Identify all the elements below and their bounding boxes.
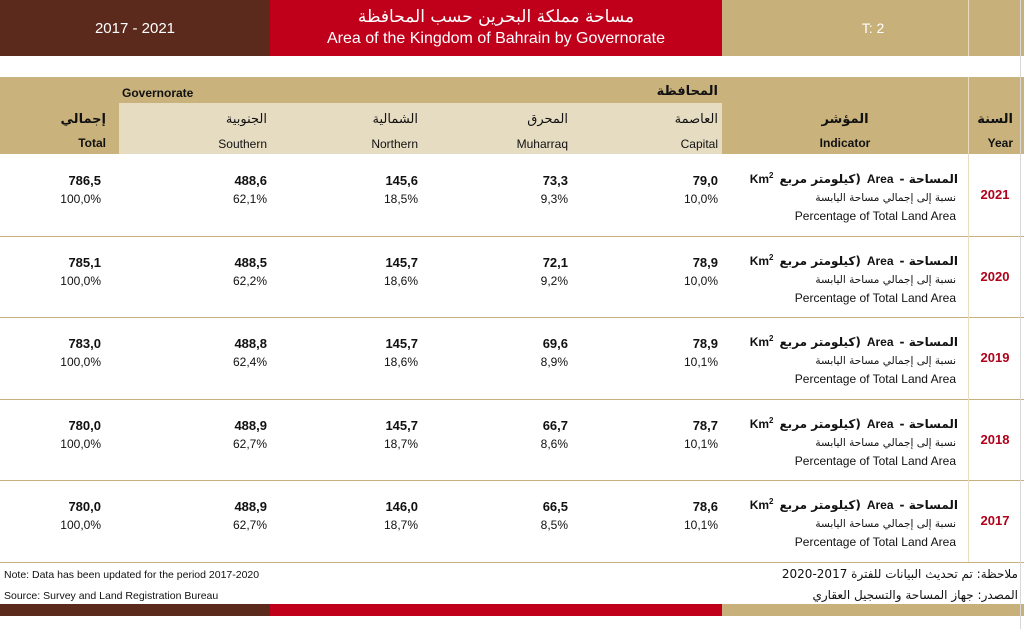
year-label-en: Year: [987, 136, 1013, 150]
total-area-value: 780,0: [68, 417, 101, 433]
unit-km: Km: [749, 172, 770, 186]
total-area-value: 786,5: [68, 173, 101, 188]
area-en: Area: [866, 498, 894, 513]
northern-pct-value: 18,7%: [383, 436, 418, 451]
unit-km: Km: [749, 416, 770, 431]
northern-label-ar: الشمالية: [372, 112, 418, 127]
southern-area-value: 488,5: [234, 254, 267, 270]
southern-pct-value: 62,1%: [232, 192, 267, 206]
muharraq-pct-value: 8,9%: [540, 355, 568, 370]
unit-ar: (كيلومتر مربع: [779, 253, 861, 268]
unit-en: [750, 498, 774, 512]
unit-en: [750, 172, 774, 186]
southern-pct-value: 62,2%: [232, 273, 267, 288]
total-area-value: 785,1: [68, 254, 101, 270]
northern-area-value: 145,7: [385, 336, 418, 352]
indicator-area-label: [730, 171, 958, 186]
table-number-text: T: 2: [861, 20, 885, 36]
title-english: Area of the Kingdom of Bahrain by Governorate: [327, 30, 665, 47]
capital-pct-value: 10,1%: [683, 355, 718, 370]
right-edge-line: [1020, 0, 1021, 629]
unit-sup: 2: [769, 252, 774, 262]
southern-area-value: 488,9: [234, 417, 267, 433]
capital-area-value: 79,0: [692, 173, 718, 188]
header-divider: [968, 0, 969, 56]
unit-km: Km: [749, 498, 770, 513]
indicator-pct-label-en: Percentage of Total Land Area: [794, 290, 956, 305]
muharraq-pct-value: 8,6%: [540, 436, 568, 451]
indicator-pct-label-en: Percentage of Total Land Area: [794, 372, 956, 387]
northern-pct-value: 18,6%: [383, 273, 418, 288]
unit-ar: (كيلومتر مربع: [779, 335, 861, 350]
area-en: Area: [866, 416, 894, 431]
northern-area-value: 145,7: [385, 417, 418, 433]
capital-pct-value: 10,0%: [683, 273, 718, 288]
header-divider-year: [968, 77, 969, 154]
indicator-area-label: [730, 334, 958, 349]
unit-ar: (كيلومتر مربع: [779, 498, 861, 513]
northern-label-en: Northern: [371, 137, 418, 151]
note-ar: ملاحظة: تم تحديث البيانات للفترة 2017-2020: [781, 567, 1018, 581]
muharraq-label-ar: المحرق: [527, 112, 568, 127]
indicator-pct-label-ar: نسبة إلى إجمالي مساحة اليابسة: [815, 518, 956, 531]
area-ar: المساحة -: [899, 253, 958, 268]
body-divider-year: [968, 154, 969, 562]
year-value: 2020: [980, 268, 1010, 284]
unit-km: Km: [749, 253, 770, 268]
southern-pct-value: 62,4%: [232, 355, 267, 370]
capital-pct-value: 10,1%: [683, 436, 718, 451]
southern-label-en: Southern: [218, 137, 267, 151]
row-divider: [0, 236, 1024, 237]
year-label-ar: السنة: [977, 112, 1013, 127]
muharraq-area-value: 66,7: [542, 417, 568, 433]
capital-pct-value: 10,1%: [683, 518, 718, 533]
muharraq-pct-value: 8,5%: [540, 518, 568, 533]
southern-area-value: 488,6: [234, 173, 267, 188]
area-ar: المساحة -: [899, 335, 958, 350]
unit-sup: 2: [769, 171, 774, 180]
unit-sup: 2: [769, 415, 774, 425]
area-en: Area: [866, 335, 894, 350]
muharraq-pct-value: 9,2%: [540, 273, 568, 288]
area-ar: المساحة -: [899, 416, 958, 431]
indicator-pct-label-ar: نسبة إلى إجمالي مساحة اليابسة: [815, 436, 956, 449]
total-pct-value: 100,0%: [60, 192, 101, 206]
total-pct-value: 100,0%: [60, 273, 101, 288]
indicator-pct-label-en: Percentage of Total Land Area: [794, 535, 956, 550]
indicator-pct-label-en: Percentage of Total Land Area: [794, 209, 956, 223]
capital-area-value: 78,7: [692, 417, 718, 433]
unit-en: [750, 335, 774, 349]
total-area-value: 780,0: [68, 499, 101, 515]
muharraq-pct-value: 9,3%: [540, 192, 568, 206]
indicator-pct-label-ar: نسبة إلى إجمالي مساحة اليابسة: [815, 192, 956, 204]
muharraq-label-en: Muharraq: [516, 137, 568, 151]
total-area-value: 783,0: [68, 336, 101, 352]
northern-area-value: 146,0: [385, 499, 418, 515]
footer-top-line: [0, 562, 1024, 563]
northern-pct-value: 18,6%: [383, 355, 418, 370]
row-divider: [0, 480, 1024, 481]
footer-bar-gold: [722, 604, 1024, 616]
capital-label-en: Capital: [680, 137, 718, 151]
unit-ar: (كيلومتر مربع: [779, 416, 861, 431]
period-text: 2017 - 2021: [94, 19, 176, 37]
indicator-label-ar: المؤشر: [821, 112, 869, 127]
year-value: 2018: [980, 431, 1010, 447]
muharraq-area-value: 73,3: [542, 173, 568, 188]
total-pct-value: 100,0%: [60, 518, 101, 533]
southern-pct-value: 62,7%: [232, 436, 267, 451]
source-en: Source: Survey and Land Registration Bureau: [4, 590, 219, 602]
indicator-area-label: [730, 497, 958, 512]
unit-sup: 2: [769, 497, 774, 507]
indicator-pct-label-ar: نسبة إلى إجمالي مساحة اليابسة: [815, 355, 956, 368]
table-number: [722, 0, 1024, 56]
northern-pct-value: 18,7%: [383, 518, 418, 533]
northern-area-value: 145,7: [385, 254, 418, 270]
northern-area-value: 145,6: [385, 173, 418, 188]
capital-label-ar: العاصمة: [674, 112, 718, 127]
southern-area-value: 488,9: [234, 499, 267, 515]
title-block: [270, 0, 722, 56]
indicator-pct-label-ar: نسبة إلى إجمالي مساحة اليابسة: [815, 273, 956, 286]
unit-en: [750, 417, 774, 431]
footer-bar-red: [270, 604, 722, 616]
row-divider: [0, 317, 1024, 318]
muharraq-area-value: 72,1: [542, 254, 568, 270]
indicator-area-label: [730, 416, 958, 431]
title-arabic: مساحة مملكة البحرين حسب المحافظة: [357, 7, 635, 27]
area-ar: المساحة -: [899, 498, 958, 513]
capital-area-value: 78,6: [692, 499, 718, 515]
southern-label-ar: الجنوبية: [225, 112, 267, 127]
unit-ar: (كيلومتر مربع: [779, 172, 861, 186]
area-ar: المساحة -: [899, 172, 958, 186]
southern-area-value: 488,8: [234, 336, 267, 352]
row-divider: [0, 399, 1024, 400]
indicator-label-en: Indicator: [819, 136, 871, 150]
muharraq-area-value: 69,6: [542, 336, 568, 352]
governorate-label-ar: المحافظة: [656, 84, 718, 99]
unit-en: [750, 254, 774, 268]
source-ar: المصدر: جهاز المساحة والتسجيل العقاري: [812, 588, 1018, 602]
capital-area-value: 78,9: [692, 254, 718, 270]
southern-pct-value: 62,7%: [232, 518, 267, 533]
capital-area-value: 78,9: [692, 336, 718, 352]
footer-bar-brown: [0, 604, 270, 616]
indicator-area-label: [730, 253, 958, 268]
northern-pct-value: 18,5%: [383, 192, 418, 206]
indicator-pct-label-en: Percentage of Total Land Area: [794, 453, 956, 468]
unit-sup: 2: [769, 334, 774, 344]
period-label: [0, 0, 270, 56]
unit-km: Km: [749, 335, 770, 350]
total-label-ar: إجمالي: [60, 112, 106, 127]
capital-pct-value: 10,0%: [683, 192, 718, 206]
area-en: Area: [866, 253, 894, 268]
year-value: 2021: [980, 187, 1010, 202]
total-label-en: Total: [78, 136, 106, 150]
year-value: 2017: [980, 513, 1010, 529]
area-en: Area: [866, 172, 894, 186]
year-value: 2019: [980, 350, 1010, 366]
note-en: Note: Data has been updated for the period 2017-2020: [4, 569, 260, 581]
total-pct-value: 100,0%: [60, 355, 101, 370]
total-pct-value: 100,0%: [60, 436, 101, 451]
governorate-label-en: Governorate: [122, 86, 194, 100]
muharraq-area-value: 66,5: [542, 499, 568, 515]
